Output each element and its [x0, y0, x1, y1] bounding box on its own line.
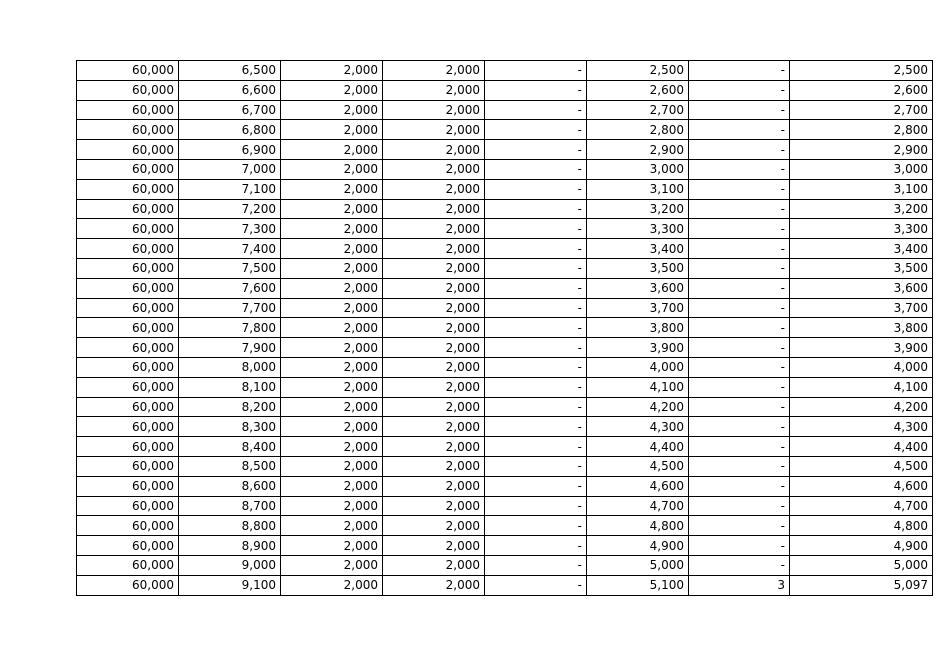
- table-cell: 2,000: [281, 555, 383, 575]
- table-cell: -: [485, 80, 587, 100]
- table-cell: 2,000: [281, 496, 383, 516]
- table-cell: 2,000: [383, 80, 485, 100]
- table-cell: 8,700: [179, 496, 281, 516]
- table-cell: -: [485, 278, 587, 298]
- table-row: [77, 199, 933, 219]
- table-cell: 2,800: [587, 120, 689, 140]
- table-cell: 60,000: [77, 456, 179, 476]
- table-cell: 2,000: [383, 219, 485, 239]
- table-cell: 60,000: [77, 100, 179, 120]
- table-cell: 9,100: [179, 575, 281, 595]
- table-cell: -: [689, 536, 790, 556]
- table-cell: -: [485, 456, 587, 476]
- table-cell: 2,000: [281, 417, 383, 437]
- table-cell: 8,000: [179, 357, 281, 377]
- table-cell: 4,200: [587, 397, 689, 417]
- table-cell: 6,500: [179, 61, 281, 81]
- table-row: [77, 61, 933, 81]
- table-cell: -: [689, 61, 790, 81]
- table-cell: -: [689, 159, 790, 179]
- table-cell: -: [485, 298, 587, 318]
- table-cell: 6,700: [179, 100, 281, 120]
- table-cell: 2,000: [383, 318, 485, 338]
- table-cell: 2,000: [281, 278, 383, 298]
- table-cell: 8,400: [179, 437, 281, 457]
- table-row: [77, 575, 933, 595]
- table-cell: 60,000: [77, 80, 179, 100]
- table-row: [77, 536, 933, 556]
- table-cell: 60,000: [77, 397, 179, 417]
- table-row: [77, 516, 933, 536]
- table-cell: -: [485, 179, 587, 199]
- table-cell: 3,200: [587, 199, 689, 219]
- table-cell: 2,900: [587, 140, 689, 160]
- table-cell: 3,700: [587, 298, 689, 318]
- table-cell: 3,300: [587, 219, 689, 239]
- table-row: [77, 338, 933, 358]
- table-cell: -: [689, 219, 790, 239]
- table-cell: -: [689, 437, 790, 457]
- table-cell: 2,000: [383, 61, 485, 81]
- table-cell: 5,100: [587, 575, 689, 595]
- table-cell: -: [485, 516, 587, 536]
- table-cell: 2,000: [383, 278, 485, 298]
- table-cell: 3: [689, 575, 790, 595]
- table-cell: 2,000: [383, 179, 485, 199]
- table-cell: -: [689, 476, 790, 496]
- table-cell: 60,000: [77, 219, 179, 239]
- table-cell: 2,000: [281, 456, 383, 476]
- table-cell: 2,000: [383, 100, 485, 120]
- table-cell: -: [485, 377, 587, 397]
- table-cell: 60,000: [77, 239, 179, 259]
- table-cell: 60,000: [77, 357, 179, 377]
- table-cell: 8,600: [179, 476, 281, 496]
- table-row: [77, 140, 933, 160]
- table-cell: 7,500: [179, 258, 281, 278]
- table-row: [77, 397, 933, 417]
- table-row: [77, 219, 933, 239]
- table-row: [77, 278, 933, 298]
- table-cell: -: [689, 239, 790, 259]
- table-cell: 2,000: [281, 437, 383, 457]
- table-cell: -: [485, 159, 587, 179]
- table-cell: 4,400: [790, 437, 933, 457]
- table-cell: -: [689, 140, 790, 160]
- table-cell: 6,900: [179, 140, 281, 160]
- table-cell: 60,000: [77, 476, 179, 496]
- table-cell: -: [485, 120, 587, 140]
- table-cell: 3,700: [790, 298, 933, 318]
- table-cell: 4,200: [790, 397, 933, 417]
- table-row: [77, 357, 933, 377]
- table-row: [77, 437, 933, 457]
- table-cell: -: [689, 516, 790, 536]
- table-cell: -: [485, 397, 587, 417]
- table-cell: -: [689, 179, 790, 199]
- table-cell: 2,000: [281, 575, 383, 595]
- table-cell: 2,000: [281, 476, 383, 496]
- table-cell: 60,000: [77, 61, 179, 81]
- table-cell: 2,600: [790, 80, 933, 100]
- table-cell: -: [689, 278, 790, 298]
- table-cell: 3,900: [587, 338, 689, 358]
- table-cell: 2,000: [383, 417, 485, 437]
- table-cell: -: [689, 80, 790, 100]
- table-cell: 6,600: [179, 80, 281, 100]
- table-cell: 60,000: [77, 199, 179, 219]
- table-cell: 60,000: [77, 140, 179, 160]
- table-cell: 2,000: [383, 377, 485, 397]
- table-row: [77, 318, 933, 338]
- table-cell: 2,000: [383, 437, 485, 457]
- table-row: [77, 258, 933, 278]
- table-cell: 7,700: [179, 298, 281, 318]
- table-cell: 2,700: [587, 100, 689, 120]
- table-cell: 4,100: [587, 377, 689, 397]
- table-cell: 60,000: [77, 417, 179, 437]
- table-cell: -: [485, 219, 587, 239]
- table-cell: 2,000: [383, 476, 485, 496]
- table-cell: 7,100: [179, 179, 281, 199]
- table-cell: 4,700: [587, 496, 689, 516]
- table-cell: 2,000: [383, 239, 485, 259]
- table-cell: -: [485, 536, 587, 556]
- table-cell: -: [485, 199, 587, 219]
- table-row: [77, 496, 933, 516]
- table-cell: 7,000: [179, 159, 281, 179]
- table-cell: -: [689, 555, 790, 575]
- table-cell: 4,700: [790, 496, 933, 516]
- table-cell: 7,200: [179, 199, 281, 219]
- table-cell: -: [485, 575, 587, 595]
- table-cell: 4,900: [587, 536, 689, 556]
- table-cell: -: [485, 555, 587, 575]
- table-cell: 4,300: [790, 417, 933, 437]
- table-cell: -: [485, 239, 587, 259]
- table-cell: 2,000: [281, 61, 383, 81]
- table-cell: 60,000: [77, 318, 179, 338]
- table-cell: -: [485, 417, 587, 437]
- table-cell: -: [689, 456, 790, 476]
- table-cell: 4,600: [587, 476, 689, 496]
- table-cell: 2,000: [281, 516, 383, 536]
- table-cell: -: [689, 100, 790, 120]
- table-cell: -: [689, 120, 790, 140]
- table-cell: 3,600: [790, 278, 933, 298]
- table-cell: 2,000: [281, 179, 383, 199]
- table-cell: 2,000: [281, 318, 383, 338]
- table-cell: 2,000: [281, 239, 383, 259]
- table-cell: 3,800: [587, 318, 689, 338]
- table-cell: 2,000: [281, 357, 383, 377]
- table-row: [77, 298, 933, 318]
- table-cell: -: [485, 140, 587, 160]
- table-cell: -: [485, 357, 587, 377]
- table-cell: 2,000: [383, 298, 485, 318]
- table-cell: 60,000: [77, 575, 179, 595]
- table-cell: 2,000: [383, 516, 485, 536]
- table-cell: 4,500: [587, 456, 689, 476]
- table-cell: 4,000: [790, 357, 933, 377]
- table-cell: 2,000: [281, 536, 383, 556]
- table-cell: 7,900: [179, 338, 281, 358]
- table-cell: 3,400: [587, 239, 689, 259]
- table-body: [77, 61, 933, 596]
- table-cell: 60,000: [77, 377, 179, 397]
- table-cell: 2,000: [281, 100, 383, 120]
- table-cell: 3,200: [790, 199, 933, 219]
- table-cell: 4,800: [587, 516, 689, 536]
- table-cell: 2,000: [383, 357, 485, 377]
- table-cell: 8,800: [179, 516, 281, 536]
- table-cell: 2,000: [383, 159, 485, 179]
- table-cell: 2,000: [383, 496, 485, 516]
- table-cell: -: [689, 338, 790, 358]
- data-table: [76, 60, 933, 596]
- table-row: [77, 120, 933, 140]
- table-cell: 60,000: [77, 437, 179, 457]
- table-cell: 3,100: [587, 179, 689, 199]
- table-cell: 60,000: [77, 179, 179, 199]
- table-cell: -: [485, 496, 587, 516]
- table-cell: -: [689, 357, 790, 377]
- table-cell: 3,600: [587, 278, 689, 298]
- table-cell: 4,300: [587, 417, 689, 437]
- table-row: [77, 555, 933, 575]
- table-cell: 3,300: [790, 219, 933, 239]
- table-cell: 2,000: [281, 258, 383, 278]
- table-cell: 60,000: [77, 159, 179, 179]
- table-cell: 3,500: [790, 258, 933, 278]
- table-cell: 2,600: [587, 80, 689, 100]
- table-row: [77, 417, 933, 437]
- table-cell: 2,900: [790, 140, 933, 160]
- table-cell: -: [485, 61, 587, 81]
- table-cell: 2,000: [281, 159, 383, 179]
- table-cell: 8,900: [179, 536, 281, 556]
- table-row: [77, 239, 933, 259]
- table-cell: -: [485, 437, 587, 457]
- table-cell: 3,100: [790, 179, 933, 199]
- table-cell: 5,000: [587, 555, 689, 575]
- table-cell: 6,800: [179, 120, 281, 140]
- table-cell: 2,500: [587, 61, 689, 81]
- table-cell: -: [485, 100, 587, 120]
- table-cell: 60,000: [77, 278, 179, 298]
- table-cell: 3,900: [790, 338, 933, 358]
- table-cell: 4,500: [790, 456, 933, 476]
- table-cell: 2,000: [281, 140, 383, 160]
- table-cell: 7,300: [179, 219, 281, 239]
- table-cell: 2,000: [281, 377, 383, 397]
- table-cell: 4,100: [790, 377, 933, 397]
- table-cell: 60,000: [77, 496, 179, 516]
- table-cell: 2,700: [790, 100, 933, 120]
- table-cell: 60,000: [77, 120, 179, 140]
- table-cell: 60,000: [77, 338, 179, 358]
- table-cell: -: [689, 199, 790, 219]
- table-cell: 2,000: [281, 338, 383, 358]
- table-cell: 2,000: [383, 120, 485, 140]
- table-cell: 4,000: [587, 357, 689, 377]
- table-row: [77, 80, 933, 100]
- table-cell: 3,800: [790, 318, 933, 338]
- table-cell: 2,000: [383, 456, 485, 476]
- table-cell: -: [485, 318, 587, 338]
- table-cell: 2,000: [281, 199, 383, 219]
- table-cell: 5,097: [790, 575, 933, 595]
- table-cell: 2,000: [383, 338, 485, 358]
- table-cell: 2,500: [790, 61, 933, 81]
- table-cell: 7,800: [179, 318, 281, 338]
- table-cell: 8,200: [179, 397, 281, 417]
- table-cell: -: [689, 417, 790, 437]
- table-cell: 60,000: [77, 298, 179, 318]
- table-cell: 2,000: [281, 397, 383, 417]
- table-cell: 9,000: [179, 555, 281, 575]
- table-cell: -: [689, 298, 790, 318]
- table-cell: 7,600: [179, 278, 281, 298]
- table-cell: -: [689, 258, 790, 278]
- table-row: [77, 100, 933, 120]
- table-cell: 8,300: [179, 417, 281, 437]
- table-cell: 2,000: [383, 555, 485, 575]
- table-cell: 4,600: [790, 476, 933, 496]
- table-cell: 5,000: [790, 555, 933, 575]
- table-row: [77, 377, 933, 397]
- table-row: [77, 476, 933, 496]
- table-cell: 3,000: [587, 159, 689, 179]
- table-row: [77, 179, 933, 199]
- table-cell: 2,000: [281, 219, 383, 239]
- table-cell: 2,000: [281, 80, 383, 100]
- table-cell: -: [689, 496, 790, 516]
- table-cell: 60,000: [77, 516, 179, 536]
- table-cell: 60,000: [77, 258, 179, 278]
- table-cell: -: [485, 258, 587, 278]
- table-cell: 2,000: [281, 120, 383, 140]
- table-cell: 2,000: [383, 140, 485, 160]
- table-cell: -: [485, 338, 587, 358]
- table-cell: 2,000: [383, 258, 485, 278]
- table-cell: 2,000: [383, 397, 485, 417]
- table-row: [77, 159, 933, 179]
- table-cell: 60,000: [77, 555, 179, 575]
- table-cell: 2,000: [281, 298, 383, 318]
- table-cell: 4,400: [587, 437, 689, 457]
- table-row: [77, 456, 933, 476]
- table-cell: 4,900: [790, 536, 933, 556]
- table-cell: -: [485, 476, 587, 496]
- table-cell: 3,500: [587, 258, 689, 278]
- table-cell: 2,800: [790, 120, 933, 140]
- table-cell: 60,000: [77, 536, 179, 556]
- table-cell: 3,400: [790, 239, 933, 259]
- table-cell: 4,800: [790, 516, 933, 536]
- table-cell: 3,000: [790, 159, 933, 179]
- table-cell: 2,000: [383, 199, 485, 219]
- table-cell: -: [689, 377, 790, 397]
- table-cell: 2,000: [383, 575, 485, 595]
- table-cell: 2,000: [383, 536, 485, 556]
- table-cell: 8,100: [179, 377, 281, 397]
- table-cell: -: [689, 397, 790, 417]
- table-cell: -: [689, 318, 790, 338]
- table-cell: 7,400: [179, 239, 281, 259]
- table-cell: 8,500: [179, 456, 281, 476]
